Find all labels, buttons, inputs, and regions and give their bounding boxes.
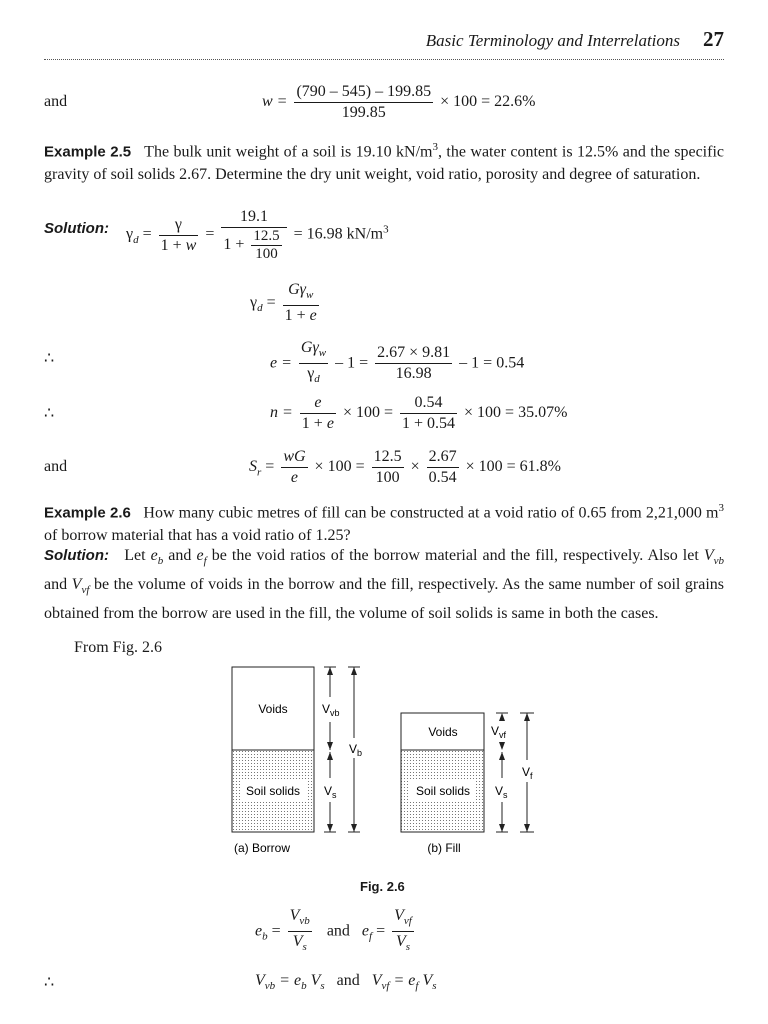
borrow-voids-label: Voids [258, 702, 288, 716]
equation-degree-of-saturation: $S_r$ = $\frac{wG}{e}$ × 100 = $\frac{12.5}{100}$ × $\frac{2.67}{0.54}$ × 100 = 61.8% [249, 448, 561, 486]
equation-dry-unit-weight-formula: $\gamma_d$ = $\frac{G\gamma_w}{1 + e}$ [250, 281, 317, 325]
caption-fill: (b) Fill [427, 841, 461, 855]
example-label-2-6: Example 2.6 [44, 504, 131, 522]
fill-phase-diagram [401, 713, 534, 855]
vf-label: $V_f$ [522, 765, 533, 781]
equation-void-ratios: $e_b$ = $\frac{V_{vb}}{V_s}$ and $e_f$ = $\frac{V_{vf}}{V_s}$ [255, 907, 412, 954]
figure-title: Fig. 2.6 [360, 879, 405, 894]
solution-2-6-body: Let $e_b$ and $e_f$ be the void ratios of the borrow material and the fill, respectively. Also let $V_{vb}$ and $V_{vf}$ be the volume of voids in the borrow and the fill, respectively. As the same number of soil grains obtained from the borrow are used in the fill, the volume of soil solids is same in both the cases. [44, 547, 725, 623]
borrow-phase-diagram [232, 667, 362, 855]
therefore-symbol: ∴ [44, 350, 55, 367]
equation-porosity: n = $\frac{e}{1 + e}$ × 100 = $\frac{0.54}{1 + 0.54}$ × 100 = 35.07% [270, 394, 568, 432]
therefore-symbol-3: ∴ [44, 974, 55, 991]
eq-fraction: $\frac{(790 - 545) - 199.85}{199.85}$ [296, 83, 432, 121]
figure-2-6 [220, 660, 550, 900]
equation-void-volumes: $V_{vb} = e_b$ $V_s$ and $V_{vf} = e_f$ $V_s$ [255, 972, 437, 993]
therefore-symbol-2: ∴ [44, 405, 55, 422]
eq-result: × 100 = 22.6% [440, 93, 536, 111]
equation-void-ratio: e = $\frac{G\gamma_w}{\gamma_d}$ – 1 = $\frac{2.67 \times 9.81}{16.98}$ – 1 = 0.54 [270, 339, 525, 386]
example-label: Example 2.5 [44, 143, 132, 161]
vb-label: $V_b$ [349, 742, 363, 758]
vs-borrow-label: $V_s$ [324, 784, 337, 800]
example-2-5: Example 2.5 The bulk unit weight of a soil is 19.10 $kN/m^3$, the water content is 12.5% and the specific gravity of soil solids 2.67. Determine the dry unit weight, void ratio, porosity and degree of saturation. [44, 141, 725, 184]
eq5-lead-and: and [44, 458, 68, 475]
vs-fill-label: $V_s$ [495, 784, 508, 800]
solution-label: Solution: [44, 220, 109, 237]
eq-lhs: w = [262, 93, 288, 111]
from-fig-text: From Fig. 2.6 [74, 639, 163, 656]
vvf-label: $V_{vf}$ [491, 724, 507, 740]
fill-voids-label: Voids [428, 725, 458, 739]
running-title: Basic Terminology and Interrelations [425, 31, 680, 50]
fill-solids-label: Soil solids [415, 784, 471, 798]
vvb-label: $V_{vb}$ [322, 702, 340, 718]
caption-borrow: (a) Borrow [233, 841, 291, 855]
equation-dry-unit-weight: $\gamma_d$ = $\frac{\gamma}{1 + w}$ = 19.1 1 + $\frac{12.5}{100}$ = 16.98 $kN/m^3$ [126, 208, 389, 262]
solution-2-6-text [44, 544, 724, 625]
equation-water-content [262, 82, 536, 123]
solution-label-2-6: Solution: [44, 547, 109, 564]
example-2-6: Example 2.6 How many cubic metres of fill can be constructed at a void ratio of 0.65 from 2,21,000 $m^3$ of borrow material that has a void ratio of 1.25? [44, 502, 725, 545]
eq-lead-and: and [44, 93, 68, 110]
borrow-solids-label: Soil solids [245, 784, 301, 798]
running-header [44, 27, 724, 60]
page-number: 27 [703, 27, 724, 51]
